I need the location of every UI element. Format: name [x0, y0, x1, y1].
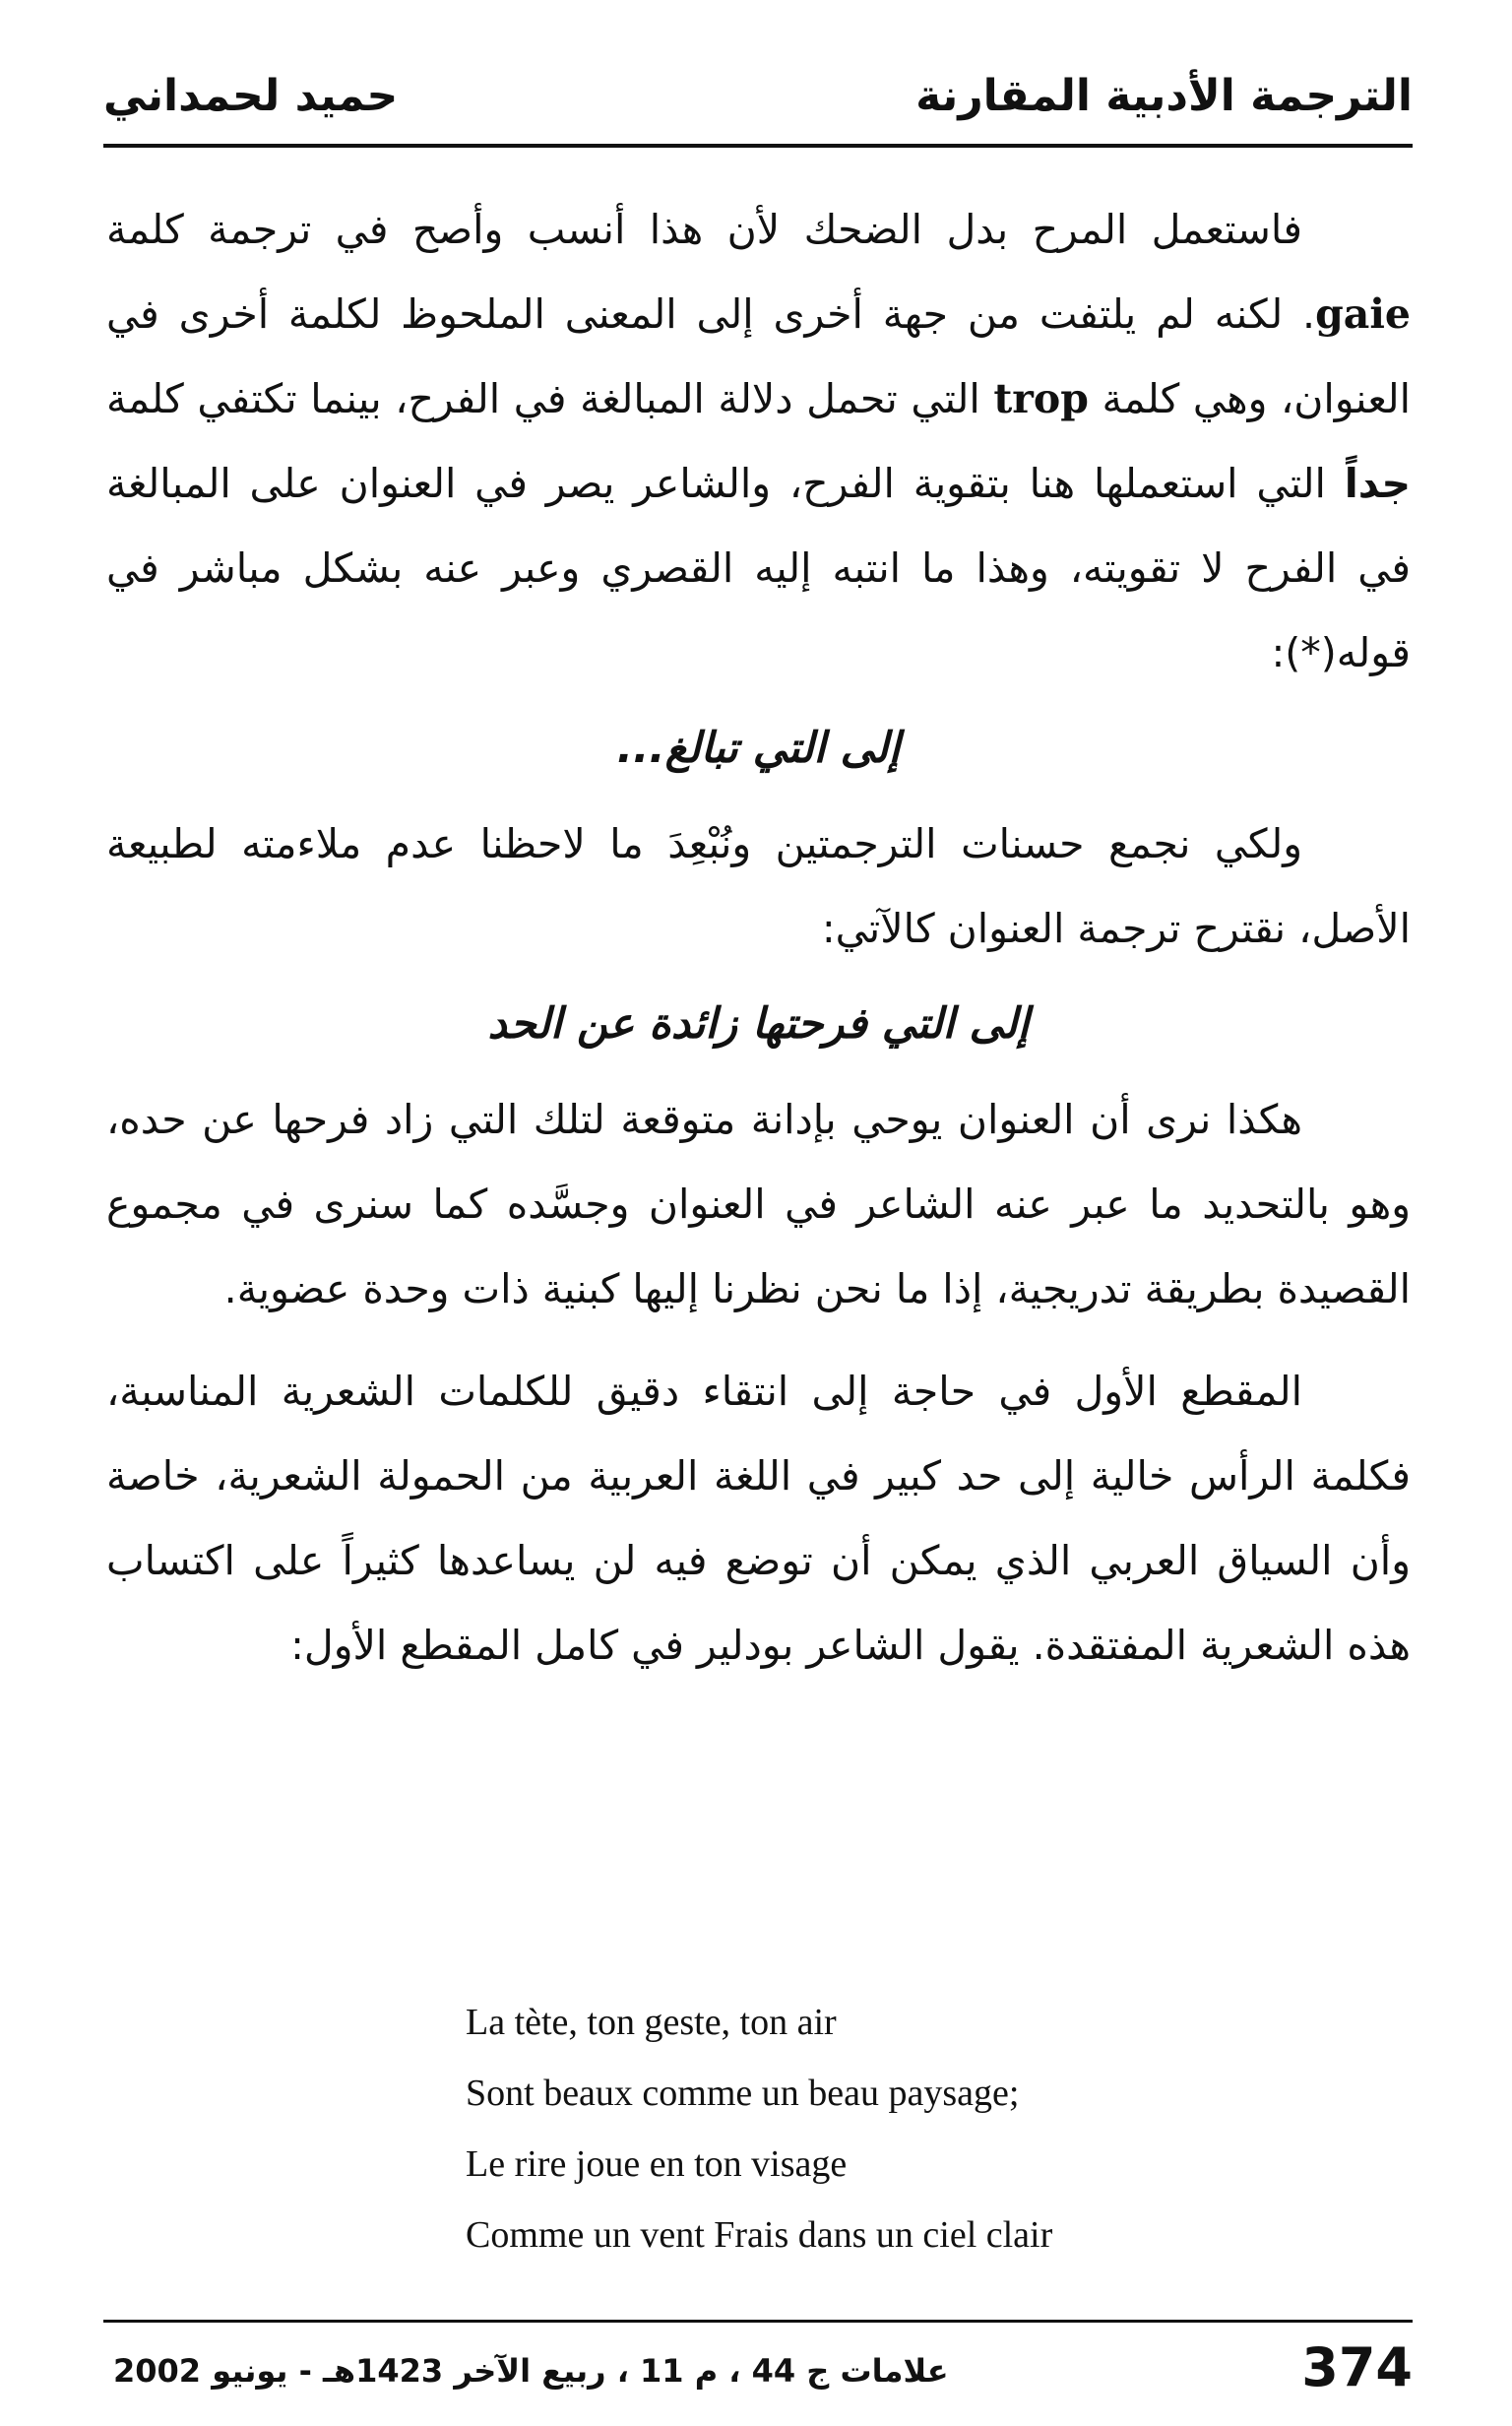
header-title: الترجمة الأدبية المقارنة [915, 71, 1413, 121]
paragraph-4: المقطع الأول في حاجة إلى انتقاء دقيق للكلمات الشعرية المناسبة، فكلمة الرأس خالية إلى حد كبير في اللغة العربية من الحمولة الشعرية، خاصة وأن السياق العربي الذي يمكن أن توضع فيه لن يساعدها كثيراً على اكتساب هذه الشعرية المفتقدة. يقول الشاعر بودلير في كامل المقطع الأول: [106, 1368, 1411, 1669]
p1-part-4: التي استعملها هنا بتقوية الفرح، والشاعر يصر في العنوان على المبالغة في الفرح لا تقويته، وهذا ما انتبه إليه القصري وعبر عنه بشكل مباشر في قوله(*): [106, 460, 1411, 676]
quote-2: إلى التي فرحتها زائدة عن الحد [487, 999, 1030, 1049]
p1-part-2: . لكنه لم يلتفت من جهة أخرى إلى المعنى الملحوظ لكلمة أخرى في العنوان، وهي كلمة [106, 290, 1412, 422]
p1-word-gaie: gaie [1315, 290, 1411, 338]
poem-line-3: Le rire joue en ton visage [466, 2143, 848, 2185]
paragraph-1 [106, 187, 1411, 695]
running-footer [103, 2330, 1413, 2408]
page-number: 374 [1301, 2336, 1413, 2398]
quote-1: إلى التي تبالغ... [616, 724, 901, 773]
paragraph-2: ولكي نجمع حسنات الترجمتين ونُبْعِدَ ما لاحظنا عدم ملاءمته لطبيعة الأصل، نقترح ترجمة العنوان كالآتي: [106, 820, 1411, 952]
p1-word-trop: trop [993, 375, 1089, 422]
poem-line-1: La tète, ton geste, ton air [466, 2002, 837, 2043]
header-rule [103, 144, 1413, 148]
poem-line-4: Comme un vent Frais dans un ciel clair [466, 2214, 1053, 2256]
poem-excerpt [466, 1987, 1352, 2270]
footer-rule [103, 2320, 1413, 2323]
body-text [106, 187, 1411, 1688]
p1-part-1: فاستعمل المرح بدل الضحك لأن هذا أنسب وأصح في ترجمة كلمة [106, 206, 1302, 253]
p1-part-3: التي تحمل دلالة المبالغة في الفرح، بينما تكتفي كلمة [106, 375, 994, 422]
p1-word-jiddan: جداً [1344, 460, 1411, 507]
poem-line-2: Sont beaux comme un beau paysage; [466, 2073, 1020, 2114]
running-header [103, 57, 1413, 148]
paragraph-3: هكذا نرى أن العنوان يوحي بإدانة متوقعة لتلك التي زاد فرحها عن حده، وهو بالتحديد ما عبر عنه الشاعر في العنوان وجسَّده كما سنرى في مجموع القصيدة بطريقة تدريجية، إذا ما نحن نظرنا إليها كبنية ذات وحدة عضوية. [106, 1096, 1411, 1312]
header-author: حميد لحمداني [103, 71, 399, 121]
journal-issue-info: علامات ج 44 ، م 11 ، ربيع الآخر 1423هـ - يونيو 2002 [113, 2352, 949, 2390]
